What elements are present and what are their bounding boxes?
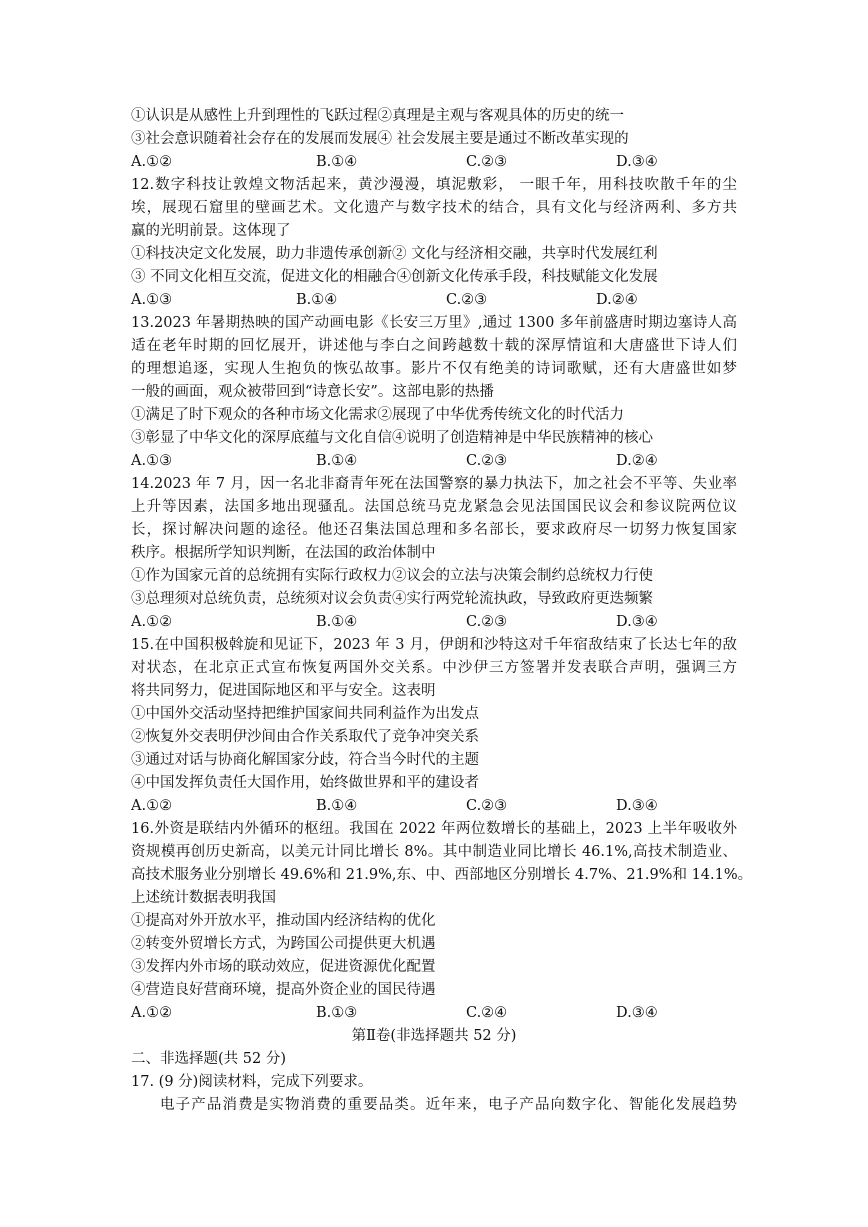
q12-options (131, 289, 741, 311)
q11-option-c: C.②③ (466, 154, 508, 170)
q14-option-c: C.②③ (466, 614, 508, 630)
q14-option-a: A.①② (131, 614, 173, 630)
q11-option-a: A.①② (131, 154, 173, 170)
q15-statement-2: ②恢复外交表明伊沙间由合作关系取代了竞争冲突关系 (131, 729, 479, 745)
q15-statement-1: ①中国外交活动坚持把维护国家间共同利益作为出发点 (131, 706, 479, 722)
q16-option-c: C.②④ (466, 1005, 508, 1021)
q16-stem-line-3: 高技术服务业分别增长 49.6%和 21.9%,东、中、西部地区分别增长 4.7%、21.9%和 14.1%。 (131, 867, 753, 883)
q15-stem-line-2: 对状态，在北京正式宣布恢复两国外交关系。中沙伊三方签署并发表联合声明，强调三方 (131, 660, 737, 676)
q11-statements-line-1: ①认识是从感性上升到理性的飞跃过程②真理是主观与客观具体的历史的统一 (131, 108, 624, 124)
q12-statements-line-2: ③ 不同文化相互交流，促进文化的相融合④创新文化传承手段，科技赋能文化发展 (131, 269, 658, 285)
q12-stem-line-3: 赢的光明前景。这体现了 (131, 223, 291, 239)
q16-option-b: B.①③ (316, 1005, 358, 1021)
q14-stem-line-3: 长，探讨解决问题的途径。他还召集法国总理和多名部长，要求政府尽一切努力恢复国家 (131, 522, 737, 538)
q14-option-d: D.③④ (616, 614, 658, 630)
q11-option-b: B.①④ (316, 154, 358, 170)
q17-material-line-1: 电子产品消费是实物消费的重要品类。近年来，电子产品向数字化、智能化发展趋势 (160, 1097, 737, 1113)
q13-stem-line-4: 一般的画面，观众被带回到“诗意长安”。这部电影的热播 (131, 384, 494, 400)
q11-option-d: D.③④ (616, 154, 658, 170)
q13-option-d: D.②④ (616, 453, 658, 469)
q17-instruction: 17. (9 分)阅读材料，完成下列要求。 (131, 1074, 373, 1090)
q12-option-b: B.①④ (296, 292, 338, 308)
q12-option-a: A.①③ (131, 292, 173, 308)
section-ii-title: 第Ⅱ卷(非选择题共 52 分) (351, 1028, 517, 1044)
q12-statements-line-1: ①科技决定文化发展，助力非遗传承创新② 文化与经济相交融，共享时代发展红利 (131, 246, 658, 262)
q14-statements-line-2: ③总理须对总统负责，总统须对议会负责④实行两党轮流执政，导致政府更迭频繁 (131, 591, 653, 607)
q12-stem-line-1: 12.数字科技让敦煌文物活起来，黄沙漫漫，填泥敷彩， 一眼千年，用科技吹散千年的尘 (131, 177, 737, 193)
q16-stem-line-2: 资规模再创历史新高，以美元计同比增长 8%。其中制造业同比增长 46.1%,高技术制造业、 (131, 844, 737, 860)
section-heading: 二、非选择题(共 52 分) (131, 1051, 286, 1067)
q13-option-b: B.①④ (316, 453, 358, 469)
q15-option-a: A.①② (131, 798, 173, 814)
q16-option-d: D.③④ (616, 1005, 658, 1021)
q11-options (131, 151, 741, 173)
q16-statement-1: ①提高对外开放水平，推动国内经济结构的优化 (131, 913, 436, 929)
q13-option-c: C.②③ (466, 453, 508, 469)
q16-stem-line-1: 16.外资是联结内外循环的枢纽。我国在 2022 年两位数增长的基础上，2023 上半年吸收外 (131, 821, 737, 837)
q15-stem-line-1: 15.在中国积极斡旋和见证下，2023 年 3 月，伊朗和沙特这对千年宿敌结束了长达七年的敌 (131, 637, 737, 653)
q12-option-d: D.②④ (596, 292, 638, 308)
q13-options (131, 450, 741, 472)
q16-options (131, 1002, 741, 1024)
q15-option-d: D.③④ (616, 798, 658, 814)
q13-stem-line-2: 适在老年时期的回忆展开，讲述他与李白之间跨越数十载的深厚情谊和大唐盛世下诗人们 (131, 338, 737, 354)
q14-stem-line-4: 秩序。根据所学知识判断，在法国的政治体制中 (131, 545, 436, 561)
q14-option-b: B.①④ (316, 614, 358, 630)
q12-option-c: C.②③ (446, 292, 488, 308)
q15-stem-line-3: 将共同努力，促进国际地区和平与安全。这表明 (131, 683, 436, 699)
q13-option-a: A.①③ (131, 453, 173, 469)
q14-stem-line-2: 上升等因素，法国多地出现骚乱。法国总统马克龙紧急会见法国国民议会和参议院两位议 (131, 499, 737, 515)
q16-statement-4: ④营造良好营商环境，提高外资企业的国民待遇 (131, 982, 436, 998)
q13-stem-line-1: 13.2023 年暑期热映的国产动画电影《长安三万里》,通过 1300 多年前盛唐时期边塞诗人高 (131, 315, 737, 331)
q13-statements-line-2: ③彰显了中华文化的深厚底蕴与文化自信④说明了创造精神是中华民族精神的核心 (131, 430, 653, 446)
q11-statements-line-2: ③社会意识随着社会存在的发展而发展④ 社会发展主要是通过不断改革实现的 (131, 131, 629, 147)
q14-options (131, 611, 741, 633)
q15-options (131, 795, 741, 817)
q14-stem-line-1: 14.2023 年 7 月，因一名北非裔青年死在法国警察的暴力执法下，加之社会不平等、失业率 (131, 476, 737, 492)
q15-statement-4: ④中国发挥负责任大国作用，始终做世界和平的建设者 (131, 775, 479, 791)
q13-stem-line-3: 的理想追逐，实现人生抱负的恢弘故事。影片不仅有绝美的诗词歌赋，还有大唐盛世如梦 (131, 361, 737, 377)
q13-statements-line-1: ①满足了时下观众的各种市场文化需求②展现了中华优秀传统文化的时代活力 (131, 407, 624, 423)
q15-option-b: B.①④ (316, 798, 358, 814)
q16-stem-line-4: 上述统计数据表明我国 (131, 890, 276, 906)
q16-statement-3: ③发挥内外市场的联动效应，促进资源优化配置 (131, 959, 436, 975)
q16-statement-2: ②转变外贸增长方式，为跨国公司提供更大机遇 (131, 936, 436, 952)
q15-statement-3: ③通过对话与协商化解国家分歧，符合当今时代的主题 (131, 752, 479, 768)
q14-statements-line-1: ①作为国家元首的总统拥有实际行政权力②议会的立法与决策会制约总统权力行使 (131, 568, 653, 584)
q16-option-a: A.①② (131, 1005, 173, 1021)
q15-option-c: C.②③ (466, 798, 508, 814)
q12-stem-line-2: 埃，展现石窟里的壁画艺术。文化遗产与数字技术的结合，具有文化与经济两利、多方共 (131, 200, 737, 216)
